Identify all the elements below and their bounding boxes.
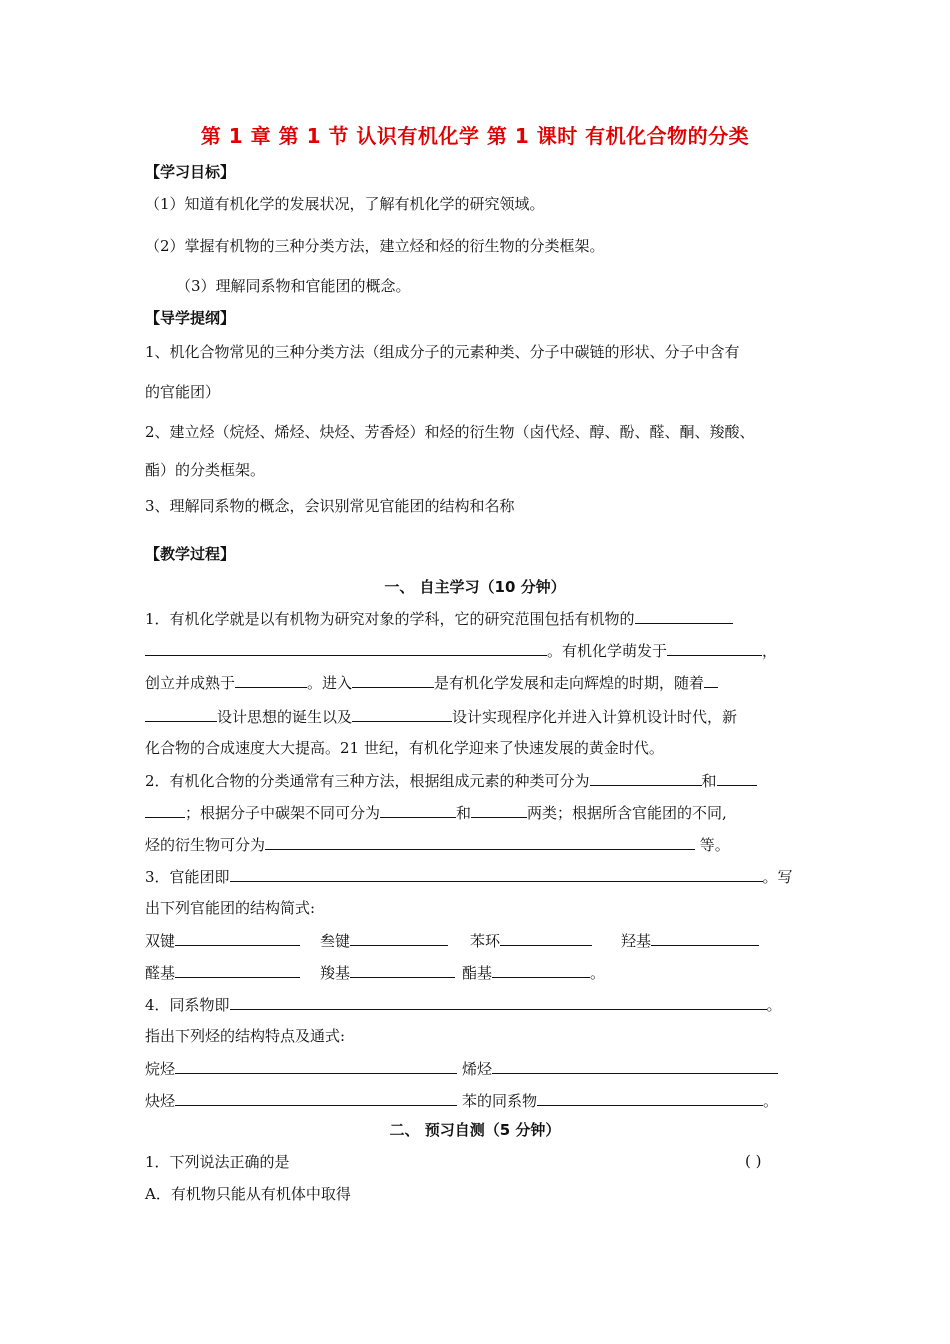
answer-blank[interactable] [145,802,185,818]
answer-blank[interactable] [635,608,733,624]
answer-blank[interactable] [471,802,527,818]
section-heading: 二、 预习自测（5 分钟） [389,1121,561,1139]
question-1-line: 1．有机化学就是以有机物为研究对象的学科，它的研究范围包括有机物的 [145,608,733,629]
goals-heading: 【学习目标】 [145,163,236,181]
question-2-line: 2．有机化合物的分类通常有三种方法，根据组成元素的种类可分为 和 [145,770,757,791]
answer-blank[interactable] [352,672,434,688]
answer-blank[interactable] [537,1090,763,1106]
hydrocarbon-label: 烷烃 [145,1058,457,1079]
answer-blank[interactable] [175,962,300,978]
answer-blank[interactable] [500,930,592,946]
functional-group-label: 叁键 [320,930,448,951]
answer-blank[interactable] [350,930,448,946]
question-2-line: ；根据分子中碳架不同可分为 和 两类；根据所含官能团的不同, [145,802,727,823]
question-1-line: 创立并成熟于 。进入 是有机化学发展和走向辉煌的时期，随着 [145,672,718,693]
section-heading: 一、 自主学习（10 分钟） [384,578,566,596]
answer-blank[interactable] [717,770,757,786]
answer-blank[interactable] [590,770,702,786]
answer-blank[interactable] [265,834,695,850]
answer-blank[interactable] [667,640,762,656]
answer-blank[interactable] [145,640,547,656]
outline-heading: 【导学提纲】 [145,309,236,327]
answer-blank[interactable] [380,802,456,818]
outline-item: 酯）的分类框架。 [145,461,266,479]
test-option: A．有机物只能从有机体中取得 [145,1185,351,1203]
goal-item: （3）理解同系物和官能团的概念。 [176,277,411,295]
functional-group-label: 醛基 [145,962,300,983]
question-3-line: 出下列官能团的结构简式: [145,899,316,917]
outline-item: 的官能团） [145,383,221,401]
outline-item: 2、建立烃（烷烃、烯烃、炔烃、芳香烃）和烃的衍生物（卤代烃、醇、酚、醛、酮、羧酸、 [145,423,755,441]
test-question: 1．下列说法正确的是 [145,1153,290,1171]
page-title: 第 1 章 第 1 节 认识有机化学 第 1 课时 有机化合物的分类 [200,124,750,148]
answer-blank[interactable] [175,1090,457,1106]
answer-blank[interactable] [175,930,300,946]
functional-group-label: 苯环 [470,930,592,951]
hydrocarbon-label: 炔烃 [145,1090,457,1111]
functional-group-label: 双键 [145,930,300,951]
answer-blank[interactable] [175,1058,457,1074]
outline-item: 3、理解同系物的概念，会识别常见官能团的结构和名称 [145,497,515,515]
question-1-line: 。有机化学萌发于 ， [145,640,777,661]
question-3-line: 3．官能团即 。写 [145,868,793,886]
outline-item: 1、机化合物常见的三种分类方法（组成分子的元素种类、分子中碳链的形状、分子中含有 [145,343,740,361]
functional-group-label: 羧基 [320,962,455,983]
answer-blank[interactable] [235,672,307,688]
hydrocarbon-label: 苯的同系物 。 [462,1092,779,1110]
answer-blank[interactable] [145,706,217,722]
answer-blank[interactable] [492,1058,778,1074]
question-1-line: 设计思想的诞生以及 设计实现程序化并进入计算机设计时代，新 [145,706,737,727]
process-heading: 【教学过程】 [145,545,236,563]
answer-blank[interactable] [230,866,763,882]
question-2-line: 烃的衍生物可分为 等。 [145,836,730,854]
hydrocarbon-label: 烯烃 [462,1058,778,1079]
answer-blank[interactable] [350,962,455,978]
goal-item: （1）知道有机化学的发展状况，了解有机化学的研究领域。 [145,195,545,213]
question-1-line: 化合物的合成速度大大提高。21 世纪，有机化学迎来了快速发展的黄金时代。 [145,739,664,757]
functional-group-label: 酯基 。 [462,964,606,982]
answer-parentheses[interactable]: ( ) [745,1152,762,1170]
answer-blank[interactable] [230,994,767,1010]
functional-group-label: 羟基 [621,930,759,951]
answer-blank[interactable] [492,962,590,978]
goal-item: （2）掌握有机物的三种分类方法，建立烃和烃的衍生物的分类框架。 [145,237,605,255]
question-4-line: 指出下列烃的结构特点及通式: [145,1027,346,1045]
answer-blank[interactable] [651,930,759,946]
answer-blank[interactable] [704,672,718,688]
question-4-line: 4．同系物即 。 [145,996,782,1014]
answer-blank[interactable] [352,706,452,722]
